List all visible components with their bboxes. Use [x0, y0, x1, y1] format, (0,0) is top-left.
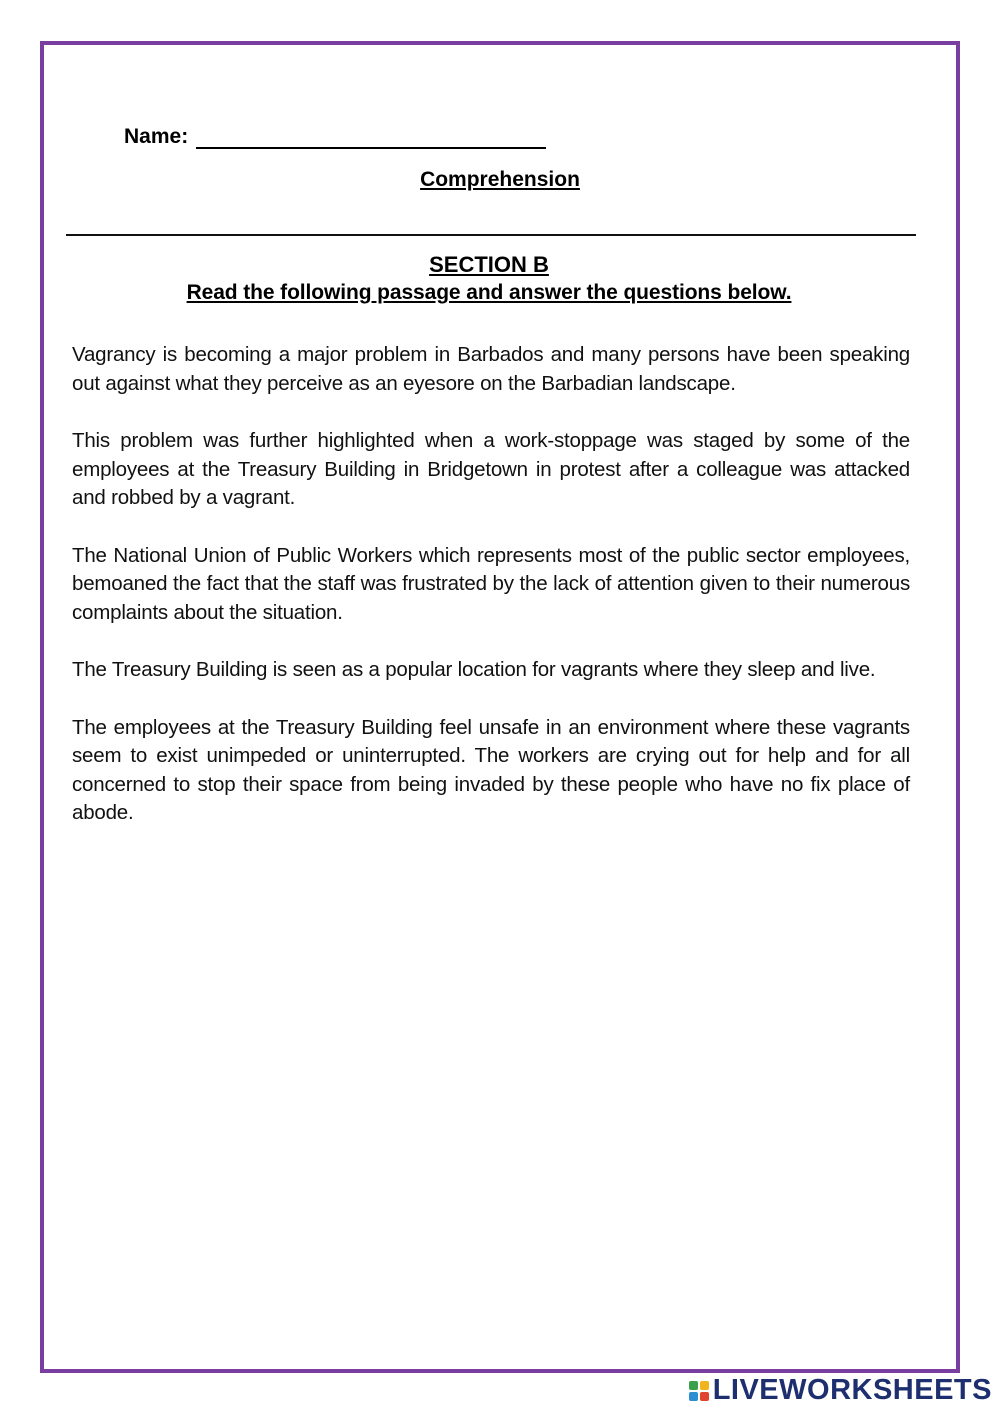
section-title: SECTION B: [429, 252, 549, 277]
name-input-line[interactable]: [196, 125, 546, 149]
name-row: [124, 125, 546, 149]
passage-paragraph: The Treasury Building is seen as a popular location for vagrants where they sleep and live.: [72, 658, 876, 681]
passage-paragraph: The National Union of Public Workers which represents most of the public sector employees, bemoaned the fact that the staff was frustrated by the lack of attention given to their numerous complaints about the situation.: [72, 543, 910, 624]
liveworksheets-logo-icon: [689, 1381, 709, 1401]
passage-paragraph: Vagrancy is becoming a major problem in Barbados and many persons have been speaking out against what they perceive as an eyesore on the Barbadian landscape.: [72, 343, 910, 395]
liveworksheets-logo[interactable]: [689, 1374, 992, 1407]
page-title: Comprehension: [420, 168, 580, 191]
brand-name: LIVEWORKSHEETS: [712, 1374, 992, 1406]
passage-paragraph: The employees at the Treasury Building feel unsafe in an environment where these vagrants seem to exist unimpeded or uninterrupted. The workers are crying out for help and for all concerned to stop their space from being invaded by these people who have no fix place of abode.: [72, 715, 910, 824]
worksheet-frame: [40, 41, 960, 1373]
reading-passage: [72, 341, 910, 857]
section-instruction: Read the following passage and answer the questions below.: [186, 281, 792, 304]
divider: [66, 234, 916, 236]
passage-paragraph: This problem was further highlighted when a work-stoppage was staged by some of the employees at the Treasury Building in Bridgetown in protest after a colleague was attacked and robbed by a vagrant.: [72, 429, 910, 509]
name-label: Name:: [124, 125, 189, 148]
